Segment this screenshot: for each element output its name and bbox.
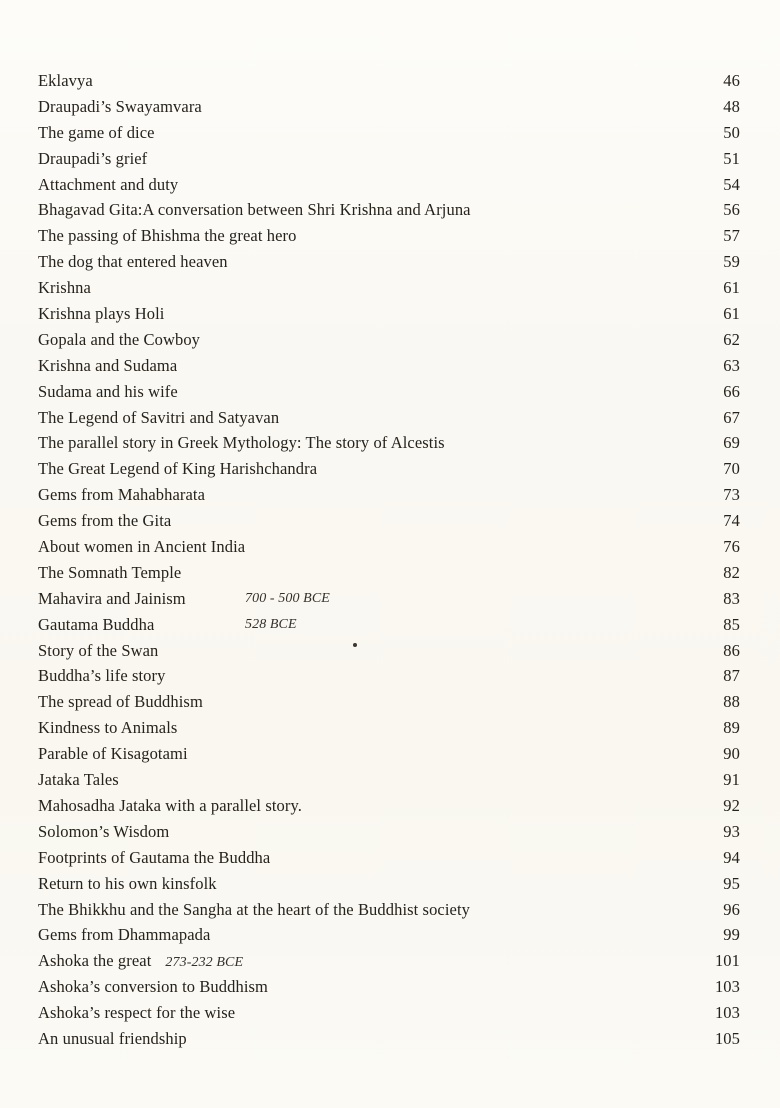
toc-list (38, 68, 740, 1052)
toc-entry-title: Attachment and duty (38, 174, 179, 194)
toc-entry-title-wrap (38, 301, 704, 327)
toc-entry-page-number: 62 (723, 329, 740, 349)
toc-entry-page-number: 56 (723, 200, 740, 220)
toc-entry-title-wrap (38, 741, 704, 767)
toc-entry-page-number: 89 (723, 718, 740, 738)
toc-entry-title-wrap (38, 793, 704, 819)
toc-entry-title: The spread of Buddhism (38, 692, 203, 712)
toc-row (38, 430, 740, 456)
toc-entry-title: Return to his own kinsfolk (38, 873, 217, 893)
toc-entry-title: Sudama and his wife (38, 381, 178, 401)
toc-entry-page-number: 69 (723, 433, 740, 453)
toc-entry-title: Buddha’s life story (38, 666, 166, 686)
toc-row (38, 715, 740, 741)
toc-row (38, 94, 740, 120)
toc-entry-title-wrap (38, 508, 704, 534)
toc-entry-title-wrap (38, 638, 704, 664)
toc-entry-title: Krishna (38, 278, 91, 298)
toc-entry-page-number: 73 (723, 485, 740, 505)
toc-entry-title: Ashoka’s conversion to Buddhism (38, 977, 268, 997)
toc-entry-title: Story of the Swan (38, 640, 159, 660)
toc-entry-page-number: 82 (723, 562, 740, 582)
toc-row (38, 741, 740, 767)
toc-entry-title: Gautama Buddha (38, 614, 155, 634)
toc-row (38, 663, 740, 689)
toc-row (38, 275, 740, 301)
toc-entry-page-number: 83 (723, 588, 740, 608)
toc-row (38, 223, 740, 249)
toc-row (38, 1000, 740, 1026)
toc-entry-page-number: 63 (723, 355, 740, 375)
toc-row (38, 638, 740, 664)
toc-entry-title-wrap (38, 379, 704, 405)
toc-entry-page-number: 99 (723, 925, 740, 945)
toc-row (38, 68, 740, 94)
toc-entry-title: The parallel story in Greek Mythology: The story of Alcestis (38, 433, 445, 453)
toc-row (38, 689, 740, 715)
toc-entry-page-number: 67 (723, 407, 740, 427)
toc-entry-title-wrap (38, 689, 704, 715)
toc-entry-title-wrap (38, 871, 704, 897)
toc-row (38, 897, 740, 923)
toc-entry-title: Krishna plays Holi (38, 304, 165, 324)
toc-row (38, 586, 740, 612)
toc-entry-page-number: 96 (723, 899, 740, 919)
toc-row (38, 379, 740, 405)
toc-entry-title: Ashoka’s respect for the wise (38, 1003, 236, 1023)
toc-row (38, 922, 740, 948)
toc-entry-title: The dog that entered heaven (38, 252, 228, 272)
toc-entry-title-wrap (38, 586, 704, 612)
scan-artifact-dot (353, 643, 357, 647)
toc-entry-page-number: 88 (723, 692, 740, 712)
toc-entry-page-number: 61 (723, 278, 740, 298)
toc-entry-page-number: 105 (714, 1028, 740, 1048)
toc-entry-title-wrap (38, 249, 704, 275)
toc-entry-page-number: 103 (714, 977, 740, 997)
toc-entry-title-wrap (38, 948, 704, 976)
toc-row (38, 534, 740, 560)
toc-entry-title: Parable of Kisagotami (38, 744, 188, 764)
toc-entry-title: Jataka Tales (38, 770, 119, 790)
toc-entry-page-number: 94 (723, 847, 740, 867)
toc-entry-title-wrap (38, 534, 704, 560)
toc-entry-title-wrap (38, 663, 704, 689)
toc-row (38, 172, 740, 198)
toc-entry-title-wrap (38, 715, 704, 741)
toc-entry-title: Gems from the Gita (38, 511, 172, 531)
toc-entry-title-wrap (38, 275, 704, 301)
toc-entry-page-number: 70 (723, 459, 740, 479)
toc-entry-title: An unusual friendship (38, 1028, 187, 1048)
toc-entry-title: The game of dice (38, 122, 155, 142)
toc-entry-title-wrap (38, 327, 704, 353)
toc-entry-page-number: 86 (723, 640, 740, 660)
toc-entry-title: Bhagavad Gita:A conversation between Shri Krishna and Arjuna (38, 200, 471, 220)
toc-entry-page-number: 46 (723, 71, 740, 90)
toc-entry-page-number: 93 (723, 821, 740, 841)
toc-row (38, 767, 740, 793)
toc-row (38, 120, 740, 146)
toc-row (38, 948, 740, 974)
toc-row (38, 301, 740, 327)
toc-entry-page-number: 90 (723, 744, 740, 764)
toc-entry-title: The Great Legend of King Harishchandra (38, 459, 318, 479)
toc-entry-page-number: 66 (723, 381, 740, 401)
toc-entry-page-number: 51 (723, 148, 740, 168)
toc-entry-page-number: 101 (714, 951, 740, 971)
toc-entry-title-wrap (38, 767, 704, 793)
toc-entry-title: Draupadi’s grief (38, 148, 148, 168)
toc-entry-page-number: 76 (723, 537, 740, 557)
toc-entry-page-number: 91 (723, 770, 740, 790)
toc-entry-date: 528 BCE (245, 616, 297, 632)
toc-entry-title: Draupadi’s Swayamvara (38, 96, 202, 116)
toc-entry-title-wrap (38, 430, 704, 456)
toc-row (38, 197, 740, 223)
toc-entry-title: Mahavira and Jainism (38, 588, 186, 608)
toc-entry-title-wrap (38, 819, 704, 845)
toc-entry-page-number: 92 (723, 795, 740, 815)
toc-row (38, 845, 740, 871)
toc-entry-date: 700 - 500 BCE (245, 590, 330, 606)
toc-row (38, 353, 740, 379)
toc-entry-title-wrap (38, 405, 704, 431)
toc-entry-page-number: 59 (723, 252, 740, 272)
toc-entry-title: Eklavya (38, 71, 93, 90)
toc-entry-title-wrap (38, 1026, 704, 1052)
toc-entry-page-number: 74 (723, 511, 740, 531)
toc-entry-title-wrap (38, 974, 704, 1000)
toc-row (38, 508, 740, 534)
toc-entry-page-number: 95 (723, 873, 740, 893)
toc-row (38, 327, 740, 353)
toc-entry-page-number: 103 (714, 1003, 740, 1023)
toc-entry-title-wrap (38, 172, 704, 198)
toc-entry-title-wrap (38, 1000, 704, 1026)
toc-row (38, 405, 740, 431)
toc-row (38, 793, 740, 819)
toc-entry-page-number: 57 (723, 226, 740, 246)
toc-entry-title: Solomon’s Wisdom (38, 821, 170, 841)
toc-entry-title: The Somnath Temple (38, 562, 182, 582)
toc-row (38, 560, 740, 586)
toc-entry-title: Mahosadha Jataka with a parallel story. (38, 795, 302, 815)
toc-entry-title: Kindness to Animals (38, 718, 178, 738)
toc-row (38, 249, 740, 275)
toc-entry-title-wrap (38, 922, 704, 948)
toc-entry-title-wrap (38, 456, 704, 482)
toc-entry-title-wrap (38, 146, 704, 172)
toc-entry-title-wrap (38, 560, 704, 586)
toc-row (38, 974, 740, 1000)
toc-entry-page-number: 85 (723, 614, 740, 634)
toc-entry-title: About women in Ancient India (38, 537, 246, 557)
toc-entry-title-wrap (38, 120, 704, 146)
toc-entry-title: The passing of Bhishma the great hero (38, 226, 297, 246)
toc-entry-title-wrap (38, 897, 704, 923)
toc-entry-page-number: 87 (723, 666, 740, 686)
toc-entry-title: Ashoka the great (38, 951, 152, 971)
toc-entry-date: 273-232 BCE (165, 955, 244, 971)
toc-entry-title-wrap (38, 68, 704, 94)
toc-entry-title-wrap (38, 482, 704, 508)
toc-entry-title-wrap (38, 223, 704, 249)
toc-row (38, 1026, 740, 1052)
toc-entry-title-wrap (38, 94, 704, 120)
toc-entry-title: The Bhikkhu and the Sangha at the heart of the Buddhist society (38, 899, 470, 919)
toc-row (38, 456, 740, 482)
toc-row (38, 482, 740, 508)
toc-row (38, 819, 740, 845)
toc-entry-title-wrap (38, 845, 704, 871)
toc-entry-page-number: 61 (723, 304, 740, 324)
toc-entry-title: The Legend of Savitri and Satyavan (38, 407, 280, 427)
toc-row (38, 146, 740, 172)
toc-entry-title-wrap (38, 197, 704, 223)
toc-entry-title: Footprints of Gautama the Buddha (38, 847, 271, 867)
toc-entry-page-number: 54 (723, 174, 740, 194)
toc-entry-page-number: 48 (723, 96, 740, 116)
toc-entry-title: Krishna and Sudama (38, 355, 178, 375)
toc-entry-title-wrap (38, 612, 704, 638)
toc-row (38, 871, 740, 897)
toc-entry-page-number: 50 (723, 122, 740, 142)
toc-row (38, 612, 740, 638)
toc-entry-title-wrap (38, 353, 704, 379)
toc-entry-title: Gems from Dhammapada (38, 925, 211, 945)
toc-entry-title: Gems from Mahabharata (38, 485, 206, 505)
toc-entry-title: Gopala and the Cowboy (38, 329, 201, 349)
